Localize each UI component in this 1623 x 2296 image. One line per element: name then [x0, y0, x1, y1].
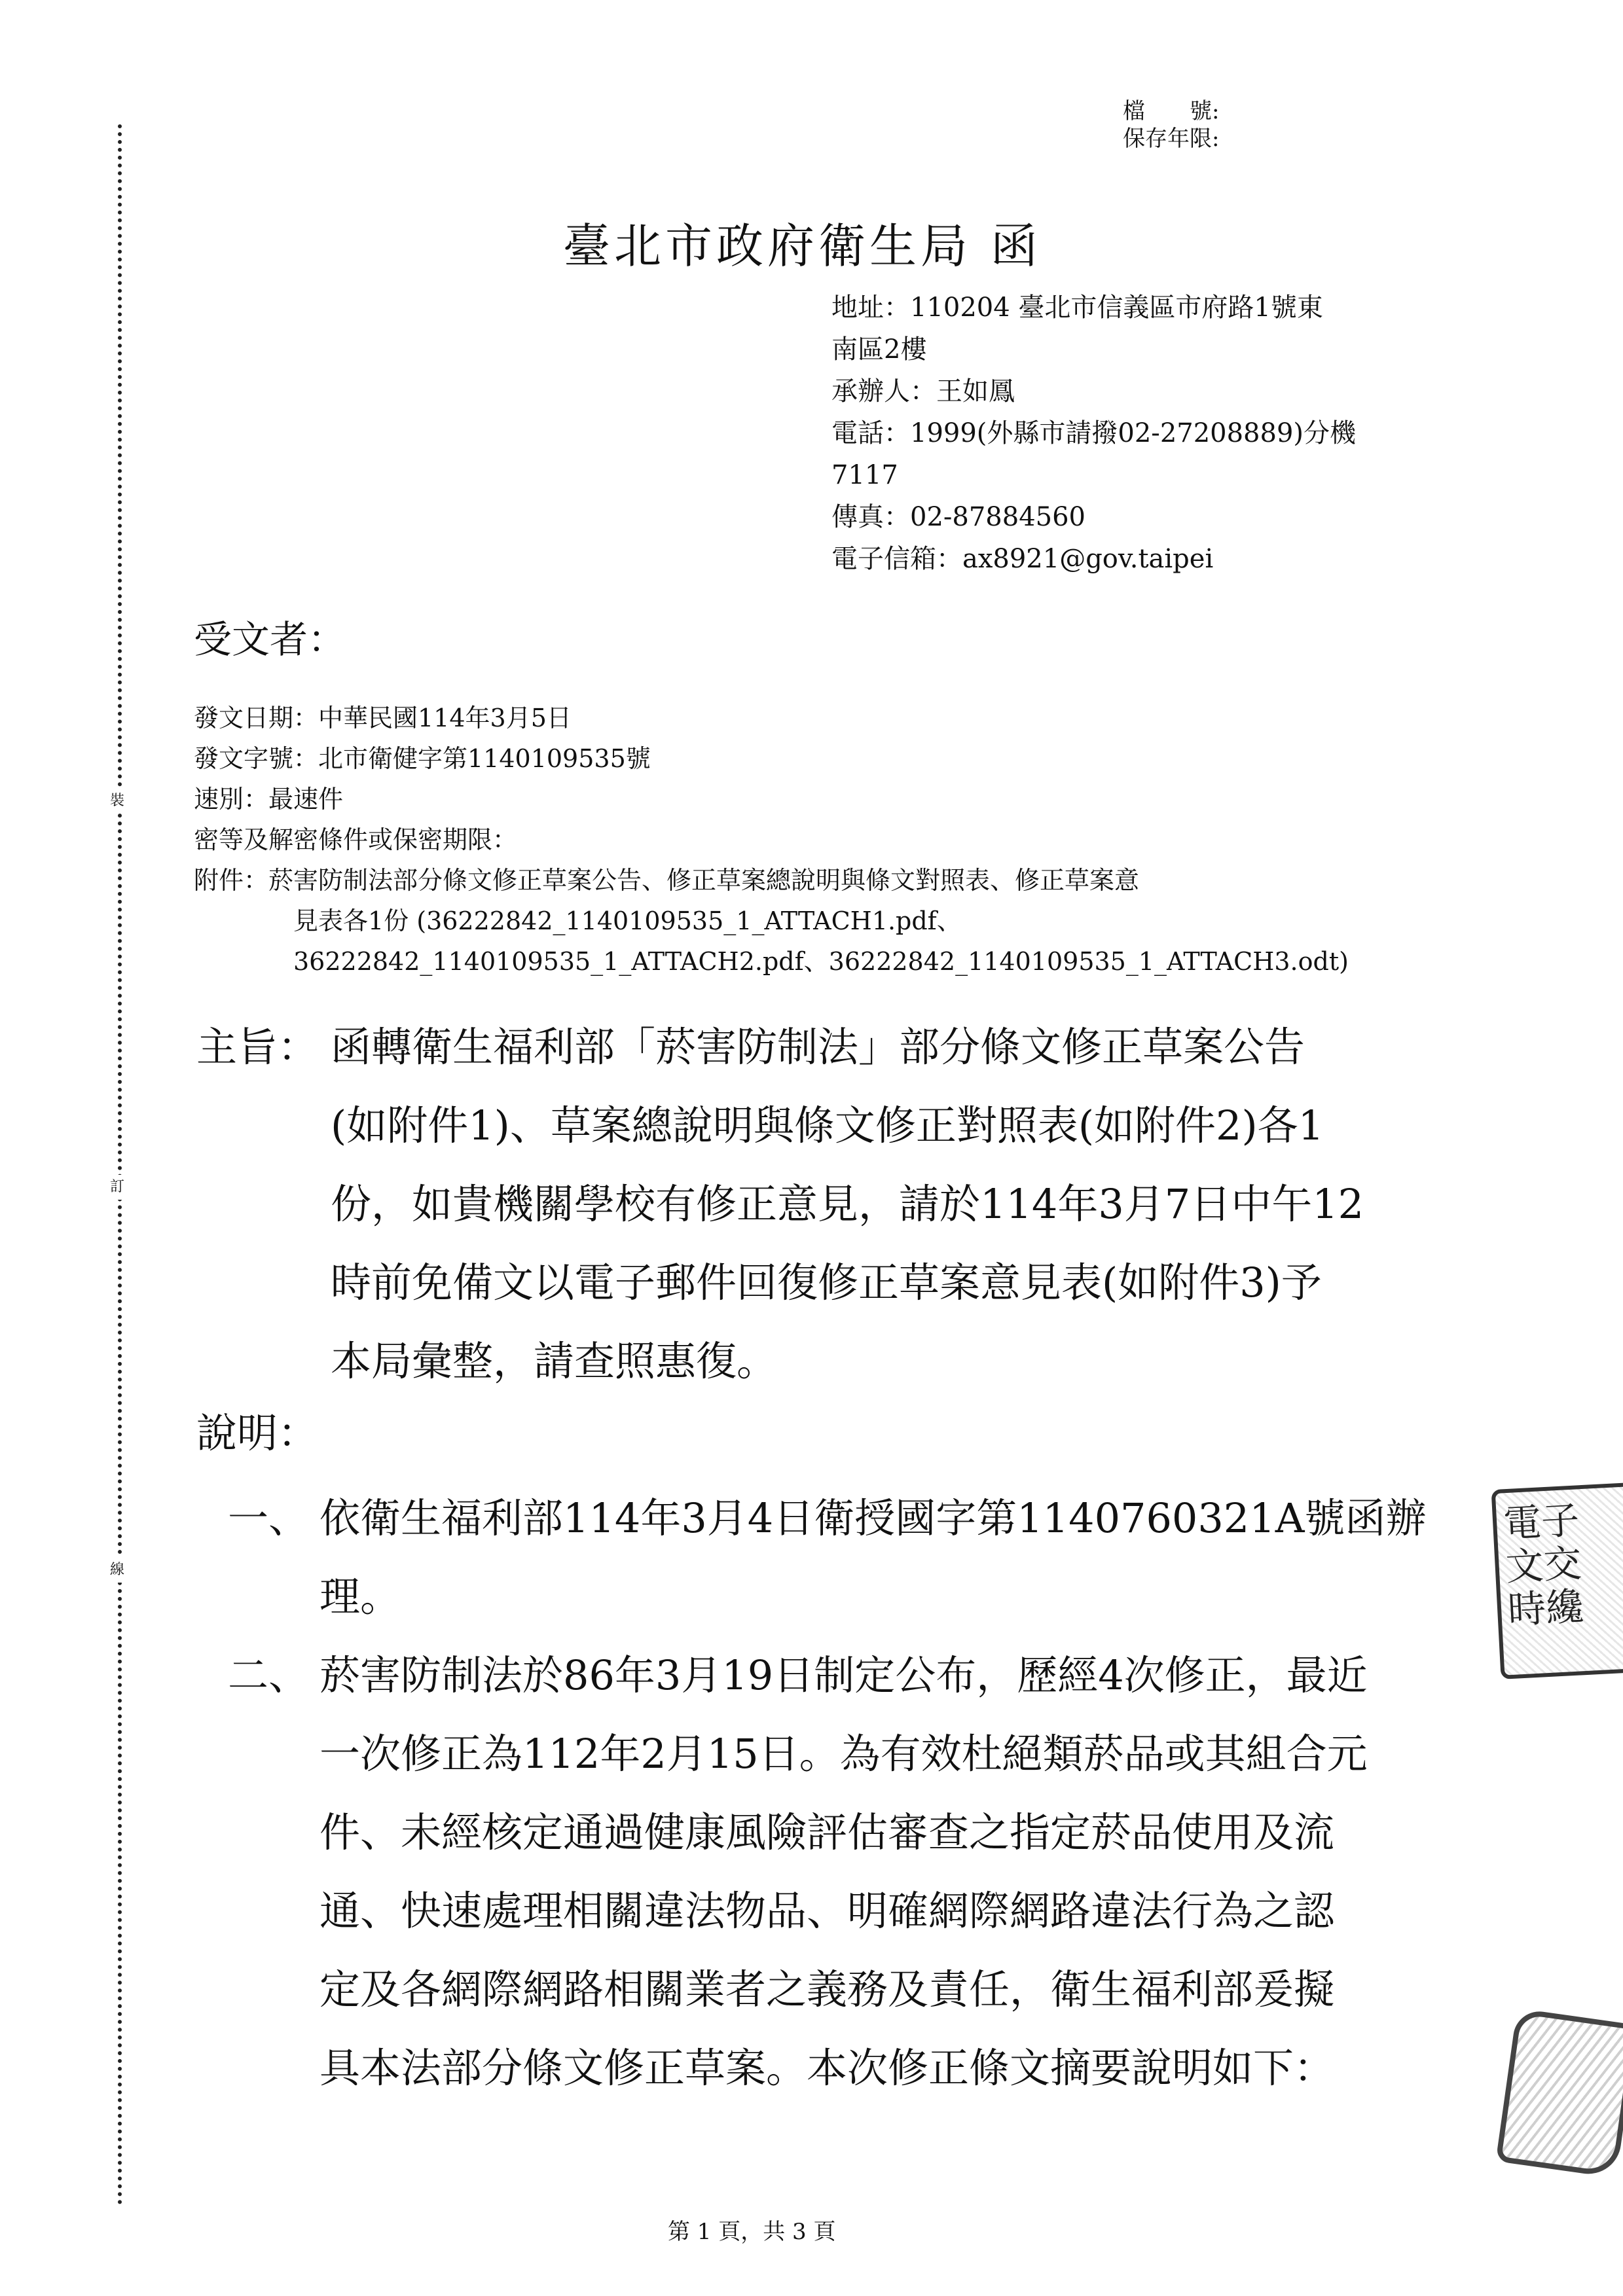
subject-label: 主旨：	[196, 1023, 319, 1071]
subject-line: 本局彙整，請查照惠復。	[331, 1337, 778, 1385]
subject-line: 份，如貴機關學校有修正意見，請於114年3月7日中午12	[331, 1180, 1364, 1228]
page-number: 第 1 頁，共 3 頁	[668, 2219, 836, 2245]
stamp-line: 文交	[1504, 1541, 1583, 1590]
fax: 傳真：02-87884560	[831, 502, 1086, 532]
subject-line: 時前免備文以電子郵件回復修正草案意見表(如附件3)予	[331, 1259, 1322, 1306]
item-line: 通、快速處理相關違法物品、明確網際網路違法行為之認	[319, 1887, 1335, 1935]
subject-line: 函轉衛生福利部「菸害防制法」部分條文修正草案公告	[331, 1023, 1305, 1071]
item-line: 理。	[319, 1573, 401, 1621]
item-line: 菸害防制法於86年3月19日制定公布，歷經4次修正，最近	[319, 1651, 1368, 1699]
binding-label-ding: 訂	[110, 1175, 124, 1200]
officer: 承辦人：王如鳳	[831, 376, 1015, 406]
file-number-label: 檔 號:	[1123, 98, 1220, 124]
attachments-cont: 36222842_1140109535_1_ATTACH2.pdf、36222842_1140109535_1_ATTACH3.odt)	[293, 947, 1349, 976]
speed-class: 速別：最速件	[194, 785, 344, 814]
dispatch-date: 發文日期：中華民國114年3月5日	[194, 704, 572, 732]
binding-dotted-line	[118, 124, 122, 2206]
binding-label-zhuang: 裝	[110, 789, 124, 814]
electronic-exchange-stamp	[1491, 1482, 1623, 1679]
email: 電子信箱：ax8921@gov.taipei	[831, 544, 1214, 574]
secrecy-level: 密等及解密條件或保密期限：	[194, 825, 518, 854]
item-line: 依衛生福利部114年3月4日衛授國字第1140760321A號函辦	[319, 1494, 1427, 1542]
page-title: 臺北市政府衛生局 函	[563, 219, 1042, 274]
item-number: 二、	[228, 1651, 310, 1699]
recipient-label: 受文者：	[194, 617, 346, 662]
phone-extension: 7117	[831, 460, 898, 490]
stamp-line: 電子	[1502, 1498, 1580, 1547]
attachments: 附件：菸害防制法部分條文修正草案公告、修正草案總說明與條文對照表、修正草案意	[194, 866, 1140, 895]
item-line: 定及各網際網路相關業者之義務及責任，衛生福利部爰擬	[319, 1965, 1335, 2013]
subject-line: (如附件1)、草案總說明與條文修正對照表(如附件2)各1	[331, 1102, 1324, 1149]
dispatch-number: 發文字號：北市衛健字第1140109535號	[194, 744, 651, 773]
stamp-line: 時纔	[1506, 1584, 1585, 1633]
address-line-cont: 南區2樓	[831, 334, 927, 365]
binding-label-xian: 線	[110, 1558, 124, 1583]
item-number: 一、	[228, 1494, 310, 1542]
address-line: 地址：110204 臺北市信義區市府路1號東	[831, 293, 1323, 323]
phone-line: 電話：1999(外縣市請撥02-27208889)分機	[831, 418, 1357, 448]
retention-label: 保存年限:	[1123, 126, 1220, 152]
official-seal	[1495, 2008, 1623, 2178]
item-line: 具本法部分條文修正草案。本次修正條文摘要說明如下：	[319, 2044, 1335, 2092]
explanation-label: 說明：	[196, 1409, 319, 1457]
attachments-cont: 見表各1份 (36222842_1140109535_1_ATTACH1.pdf、	[293, 906, 962, 935]
item-line: 件、未經核定通過健康風險評估審查之指定菸品使用及流	[319, 1808, 1335, 1856]
item-line: 一次修正為112年2月15日。為有效杜絕類菸品或其組合元	[319, 1730, 1368, 1778]
